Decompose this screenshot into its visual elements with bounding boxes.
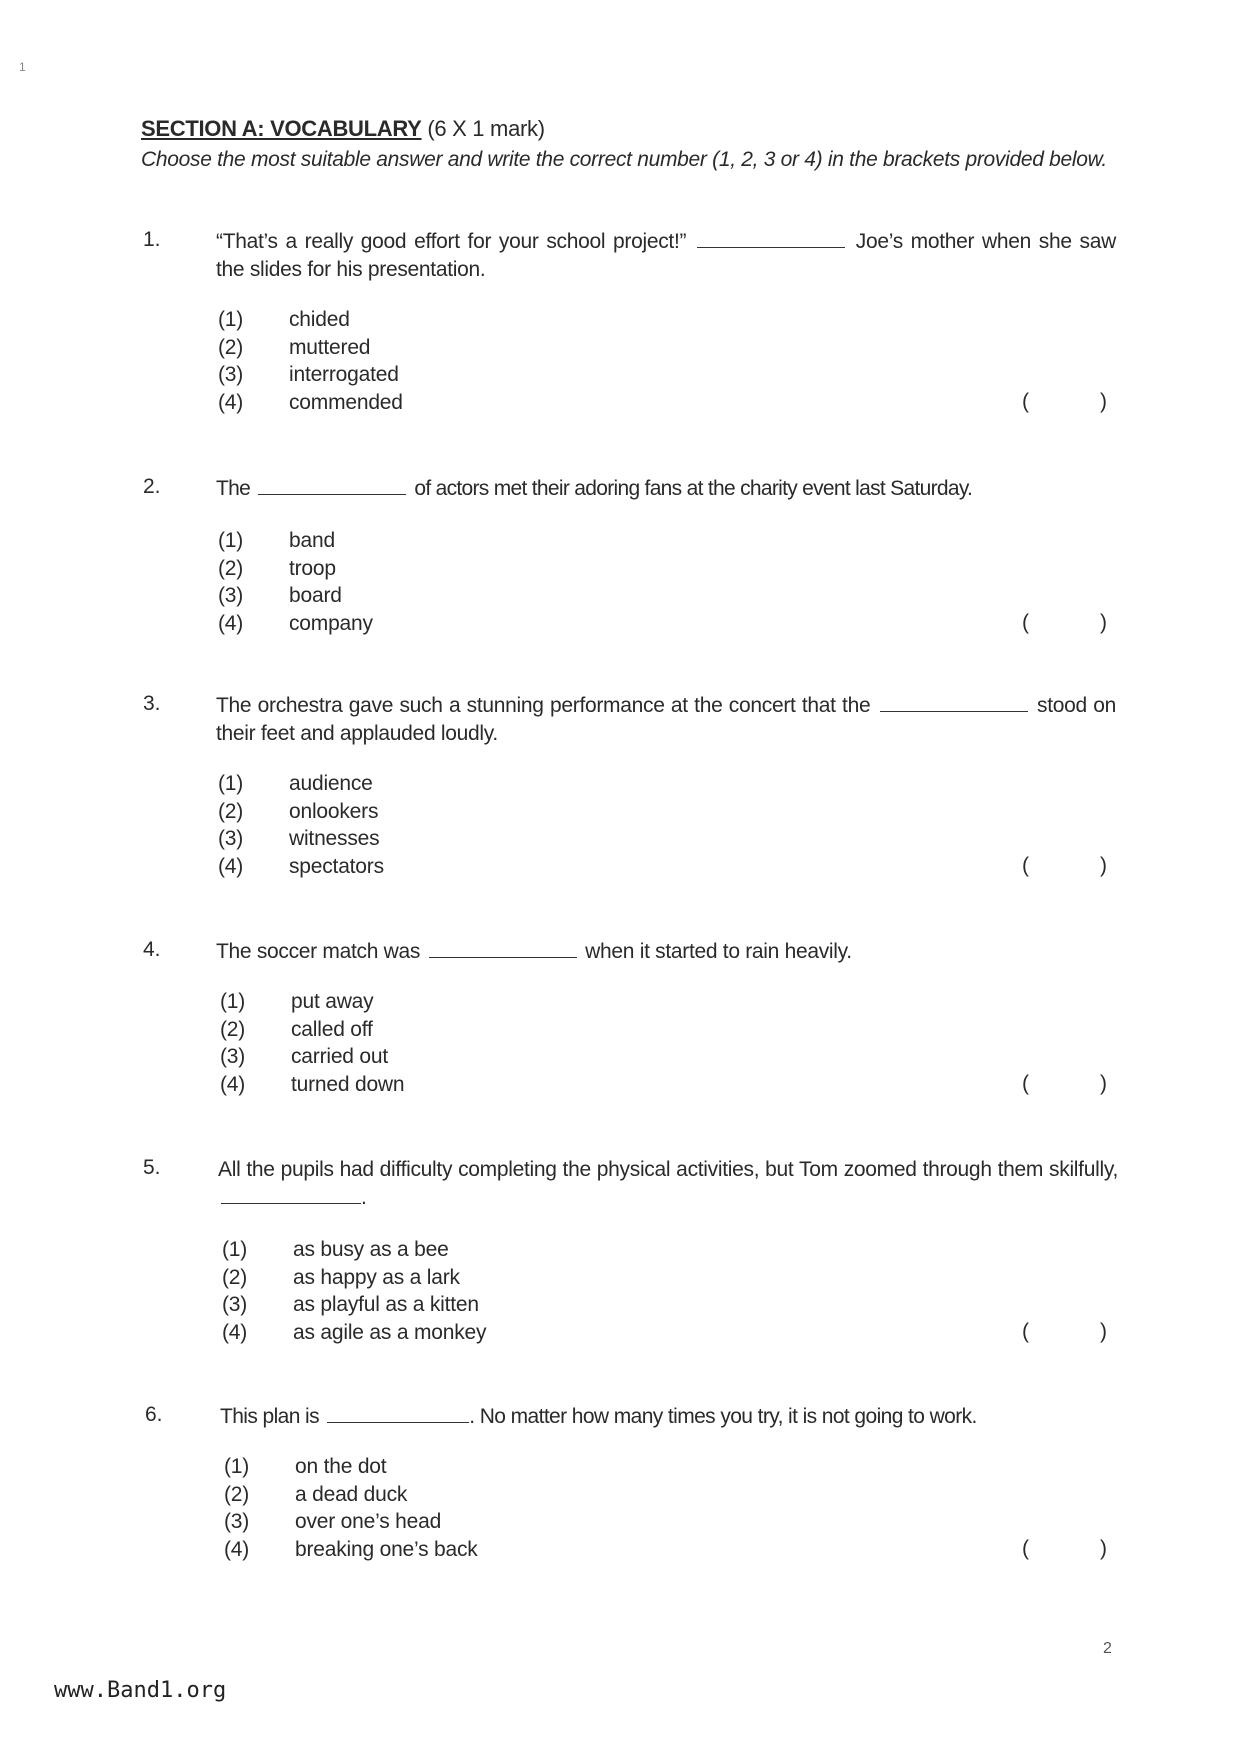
- option: [222, 1293, 486, 1321]
- option: [224, 1455, 478, 1483]
- bracket-close: ): [1100, 854, 1107, 877]
- option-text: as playful as a kitten: [293, 1293, 479, 1316]
- option: [220, 1045, 404, 1073]
- option-text: interrogated: [289, 363, 399, 386]
- option: [218, 612, 373, 640]
- option: [218, 363, 403, 391]
- option: [224, 1538, 478, 1566]
- option-text: over one’s head: [295, 1510, 442, 1533]
- options-list: [218, 772, 384, 882]
- option-number: (3): [218, 363, 244, 386]
- stem-before: “That’s a really good effort for your school project!”: [216, 230, 687, 253]
- option-text: audience: [289, 772, 373, 795]
- option-number: (2): [224, 1482, 250, 1506]
- options-list: [222, 1238, 486, 1348]
- question-number: 3.: [143, 692, 161, 715]
- option: [218, 557, 373, 585]
- page-number: 2: [1103, 1640, 1112, 1657]
- bracket-close: ): [1100, 1072, 1107, 1095]
- stem-before: All the pupils had difficulty completing the physical activities, but Tom zoomed through them skilfully,: [218, 1158, 1118, 1181]
- answer-blank: [258, 476, 406, 495]
- stem-after: . No matter how many times you try, it is not going to work.: [469, 1405, 977, 1428]
- option-number: (3): [220, 1045, 246, 1068]
- option-text: commended: [289, 390, 403, 414]
- section-title: SECTION A: VOCABULARY: [141, 116, 422, 141]
- question-stem: [216, 938, 1116, 966]
- option-text: muttered: [289, 335, 371, 359]
- question-stem: [216, 475, 1116, 503]
- option: [224, 1483, 478, 1511]
- bracket-close: ): [1100, 1320, 1107, 1343]
- answer-brackets[interactable]: [1022, 1537, 1107, 1561]
- option-number: (1): [218, 529, 244, 552]
- option: [220, 990, 404, 1018]
- watermark-link[interactable]: www.Band1.org: [54, 1678, 227, 1703]
- answer-blank: [221, 1185, 361, 1204]
- option-text: called off: [291, 1017, 373, 1041]
- option-number: (1): [218, 308, 244, 331]
- option-number: (4): [220, 1072, 246, 1096]
- option-number: (4): [218, 854, 244, 878]
- bracket-open: (: [1022, 1072, 1029, 1095]
- option: [224, 1510, 478, 1538]
- option-number: (1): [222, 1238, 248, 1261]
- bracket-open: (: [1022, 854, 1029, 877]
- option-number: (3): [222, 1293, 248, 1316]
- option-number: (3): [218, 827, 244, 850]
- options-list: [220, 990, 404, 1100]
- option-text: breaking one’s back: [295, 1537, 478, 1561]
- question-stem: [216, 228, 1116, 284]
- option: [218, 800, 384, 828]
- answer-blank: [880, 693, 1028, 712]
- stem-before: This plan is: [220, 1405, 320, 1428]
- option-text: onlookers: [289, 799, 379, 823]
- option-text: a dead duck: [295, 1482, 408, 1506]
- option: [218, 391, 403, 419]
- stem-before: The orchestra gave such a stunning performance at the concert that the: [216, 694, 871, 717]
- answer-blank: [697, 229, 845, 248]
- option-number: (4): [218, 611, 244, 635]
- stem-after: Joe’s mother when she saw the slides for his presentation.: [216, 230, 1116, 281]
- options-list: [224, 1455, 478, 1565]
- option-text: carried out: [291, 1045, 389, 1068]
- question-number: 2.: [143, 475, 161, 498]
- option-number: (3): [218, 584, 244, 607]
- bracket-open: (: [1022, 611, 1029, 634]
- option: [218, 855, 384, 883]
- option-text: turned down: [291, 1072, 405, 1096]
- question-stem: [220, 1403, 1120, 1431]
- option: [222, 1238, 486, 1266]
- option-number: (1): [224, 1455, 250, 1478]
- bracket-open: (: [1022, 1320, 1029, 1343]
- section-marks: (6 X 1 mark): [427, 116, 545, 141]
- option-text: witnesses: [289, 827, 380, 850]
- option: [218, 772, 384, 800]
- option-number: (3): [224, 1510, 250, 1533]
- bracket-close: ): [1100, 1537, 1107, 1560]
- question-number: 6.: [145, 1403, 163, 1426]
- answer-brackets[interactable]: [1022, 1320, 1107, 1344]
- option-number: (2): [218, 799, 244, 823]
- option-number: (2): [218, 556, 244, 580]
- option: [218, 584, 373, 612]
- option-number: (2): [218, 335, 244, 359]
- option-text: as agile as a monkey: [293, 1320, 487, 1344]
- stem-after: stood on their feet and applauded loudly.: [216, 694, 1116, 745]
- instructions: Choose the most suitable answer and write the correct number (1, 2, 3 or 4) in the brackets provided below.: [141, 148, 1107, 171]
- options-list: [218, 529, 373, 639]
- option-number: (4): [218, 390, 244, 414]
- option: [218, 308, 403, 336]
- stem-before: The: [216, 477, 251, 500]
- answer-blank: [327, 1404, 469, 1423]
- stem-after: .: [361, 1186, 367, 1209]
- option-text: chided: [289, 308, 350, 331]
- answer-brackets[interactable]: [1022, 390, 1107, 414]
- question-number: 4.: [143, 938, 161, 961]
- stem-after: when it started to rain heavily.: [585, 940, 852, 963]
- bracket-close: ): [1100, 611, 1107, 634]
- section-header: [141, 116, 545, 142]
- option: [218, 827, 384, 855]
- question-stem: [216, 692, 1116, 748]
- stem-after: of actors met their adoring fans at the charity event last Saturday.: [414, 477, 973, 500]
- options-list: [218, 308, 403, 418]
- option: [218, 529, 373, 557]
- stem-before: The soccer match was: [216, 940, 421, 963]
- option-text: spectators: [289, 854, 384, 878]
- answer-brackets[interactable]: [1022, 1072, 1107, 1096]
- option-text: as busy as a bee: [293, 1238, 449, 1261]
- answer-brackets[interactable]: [1022, 611, 1107, 635]
- option-text: company: [289, 611, 373, 635]
- question-stem: [218, 1156, 1118, 1212]
- option-number: (2): [222, 1265, 248, 1289]
- margin-mark: 1: [19, 60, 26, 74]
- option-text: band: [289, 529, 335, 552]
- bracket-open: (: [1022, 1537, 1029, 1560]
- option-text: troop: [289, 556, 336, 580]
- option: [222, 1321, 486, 1349]
- option-number: (1): [218, 772, 244, 795]
- answer-blank: [429, 939, 577, 958]
- option-number: (4): [222, 1320, 248, 1344]
- answer-brackets[interactable]: [1022, 854, 1107, 878]
- option-text: board: [289, 584, 342, 607]
- option: [218, 336, 403, 364]
- option: [220, 1073, 404, 1101]
- option-text: on the dot: [295, 1455, 387, 1478]
- option-number: (2): [220, 1017, 246, 1041]
- question-number: 5.: [143, 1156, 161, 1179]
- bracket-open: (: [1022, 390, 1029, 413]
- option-number: (4): [224, 1537, 250, 1561]
- option-number: (1): [220, 990, 246, 1013]
- bracket-close: ): [1100, 390, 1107, 413]
- question-number: 1.: [143, 228, 161, 251]
- option-text: as happy as a lark: [293, 1265, 460, 1289]
- option-text: put away: [291, 990, 374, 1013]
- option: [220, 1018, 404, 1046]
- option: [222, 1266, 486, 1294]
